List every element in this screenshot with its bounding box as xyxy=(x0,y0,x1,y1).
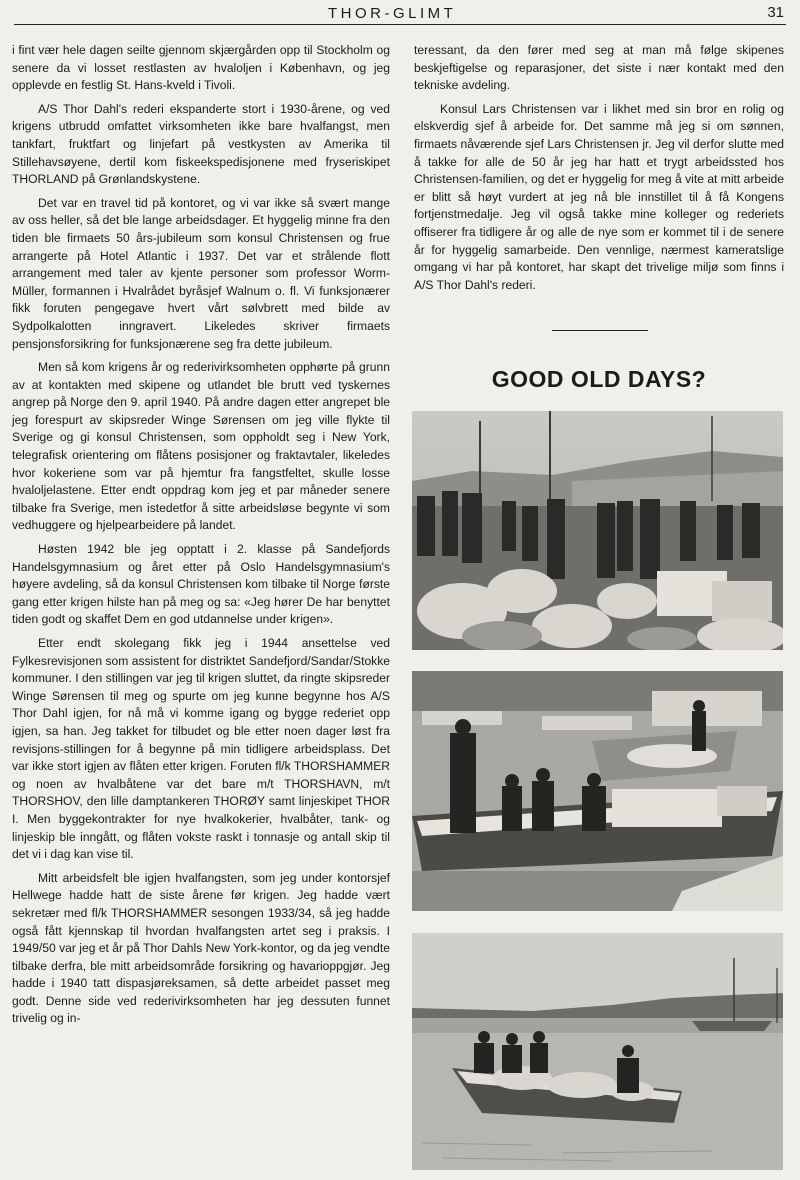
paragraph: Men så kom krigens år og rederivirksomheten opphørte på grunn av at kontakten med skipene og utlandet ble brutt ved tyskernes angrep på Norge den 9. april 1940. På andre dagen etter angrepet ble jeg forespurt av skipsreder Winge Sørensen om jeg ville flykte til Sverige og gi konsul Christensen, som oppholdt seg i New York, telegrafisk orientering om flåtens posisjoner og fraktavtaler, likeledes hvor kokeriene som var på hjemtur fra fangstfeltet, skulle losse hvaloljelastene. Etter endt oppdrag kom jeg et par måneder senere tilbake fra Sverige, men istedetfor å sitte arbeidsløse begynte vi som vedhuggere og hjelpearbeidere på landet. xyxy=(12,360,390,533)
left-column xyxy=(12,42,390,1028)
rowing-boats-photo xyxy=(412,671,783,911)
paragraph: Mitt arbeidsfelt ble igjen hvalfangsten, som jeg under kontorsjef Hellwege hadde hatt de siste årene før krigen. Jeg hadde vært sekretær med fl/k THORSHAMMER sesongen 1933/34, så jeg hadde også fått kjennskap til hvordan hvalfangsten artet seg i praksis. I 1949/50 var jeg et år på Thor Dahls New York-kontor, og da jeg vendte tilbake derfra, ble mitt arbeidsområde forsikring og havarioppgjør. Jeg hadde i 1940 tatt dispasjøreksamen, så dette arbeidet passet meg godt. Denne side ved rederivirksomheten har jeg dessuten funnet trivelig og in- xyxy=(12,870,390,1026)
journal-title: THOR-GLIMT xyxy=(328,5,457,22)
paragraph: i fint vær hele dagen seilte gjennom skjærgården opp til Stockholm og senere da vi losset restlasten av hvaloljen i København, og jeg opplevde en festlig St. Hans-kveld i Tivoli. xyxy=(12,43,390,93)
section-divider xyxy=(552,330,648,331)
paragraph: Høsten 1942 ble jeg opptatt i 2. klasse på Sandefjords Handelsgymnasium og året etter på Oslo Handelsgymnasium's høyere avdeling, så da konsul Christensen kom tilbake til Norge første gang etter krigen hilste han på meg og sa: «Jeg hører De har benyttet tiden godt og skaffet Dem en god utdannelse under krigen». xyxy=(12,542,390,627)
header-rule xyxy=(14,24,786,25)
paragraph: Konsul Lars Christensen var i likhet med sin bror en rolig og elskverdig sjef å arbeide for. Det samme må jeg si om sønnen, firmaets nåværende sjef Lars Christensen jr. Jeg vil derfor slutte med å takke for alle de 50 år jeg har hatt et trygt arbeidssted hos Christensen-familien, og det er hyggelig for meg å vite at mitt arbeide er blitt så høyt vurdert at jeg nå ble innstillet til å få Kongens fortjenstmedalje. Jeg vil også takke mine kolleger og rederiets offiserer fra tidligere år og alle de nye som er kommet til i de senere år for hyggelig samarbeide. Den vennlige, nærmest kameratslige omgang vi har på kontoret, har skapt det trivelige miljø som finns i A/S Thor Dahl's rederi. xyxy=(414,101,784,292)
photo-section-heading: GOOD OLD DAYS? xyxy=(491,366,707,392)
boat-on-water-photo xyxy=(412,933,783,1170)
page-header xyxy=(0,0,800,28)
paragraph: Etter endt skolegang fikk jeg i 1944 ansettelse ved Fylkesrevisjonen som assistent for distriktet Sandefjord/Sandar/Stokke kommuner. I den stillingen var jeg til krigen sluttet, da ringte skipsreder Winge Sørensen til meg og spurte om jeg kunne begynne hos A/S Thor Dahl igjen, for nå må vi komme igang og bygge rederiet opp igjen, sa han. Jeg takket for tilbudet og ble etter noen dager løst fra revisjons-stillingen for å begynne på min tidligere arbeidsplass. Det var ikke stort igjen av flåten etter krigen. Foruten fl/k THORSHAMMER og noen av hvalbåtene var det bare m/t THORSHAVN, m/t THORSHOV, den lille damptankeren THORØY samt linjeskipet THOR I. Men byggekontrakter for nye hvalkokerier, hvalbåter, tank- og linjeskip ble inngått, og flåten vokste raskt i tonnasje og antall skip til det vi i dag kan vise til. xyxy=(12,636,390,862)
harbor-dock-photo xyxy=(412,411,783,650)
paragraph: teressant, da den fører med seg at man må følge skipenes beskjeftigelse og reparasjoner, det siste i nær kontakt med den tekniske avdeling. xyxy=(414,43,784,93)
paragraph: Det var en travel tid på kontoret, og vi var ikke så svært mange av oss heller, så det ble lange arbeidsdager. Et hyggelig minne fra den tiden ble firmaets 50 års-jubileum som konsul Christensen og frue arrangerte på Hotel Atlantic i 1937. Det var et strålende flott arrangement med taler av kjente personer som professor Worm-Müller, formannen i Hvalrådet byråsjef Walnum o. fl. Vi funksjonærer fikk foruten pengegave hvert vårt sølvbrett med bilde av Sydpolkalotten inngravert. Likeledes skriver firmaets pensjonsforsikring for funksjonærene seg fra dette jubileum. xyxy=(12,195,390,351)
page-number: 31 xyxy=(767,4,784,21)
right-column xyxy=(414,42,784,294)
paragraph: A/S Thor Dahl's rederi ekspanderte stort i 1930-årene, og ved krigens utbrudd omfattet virksomheten ikke bare hvalfangst, men tankfart, fruktfart og linjefart på vestkysten av Amerika til Stillehavsøyene, dertil kom fiskeekspedisjonene med fryseriskipet THORLAND på Grønlandskystene. xyxy=(12,101,390,187)
